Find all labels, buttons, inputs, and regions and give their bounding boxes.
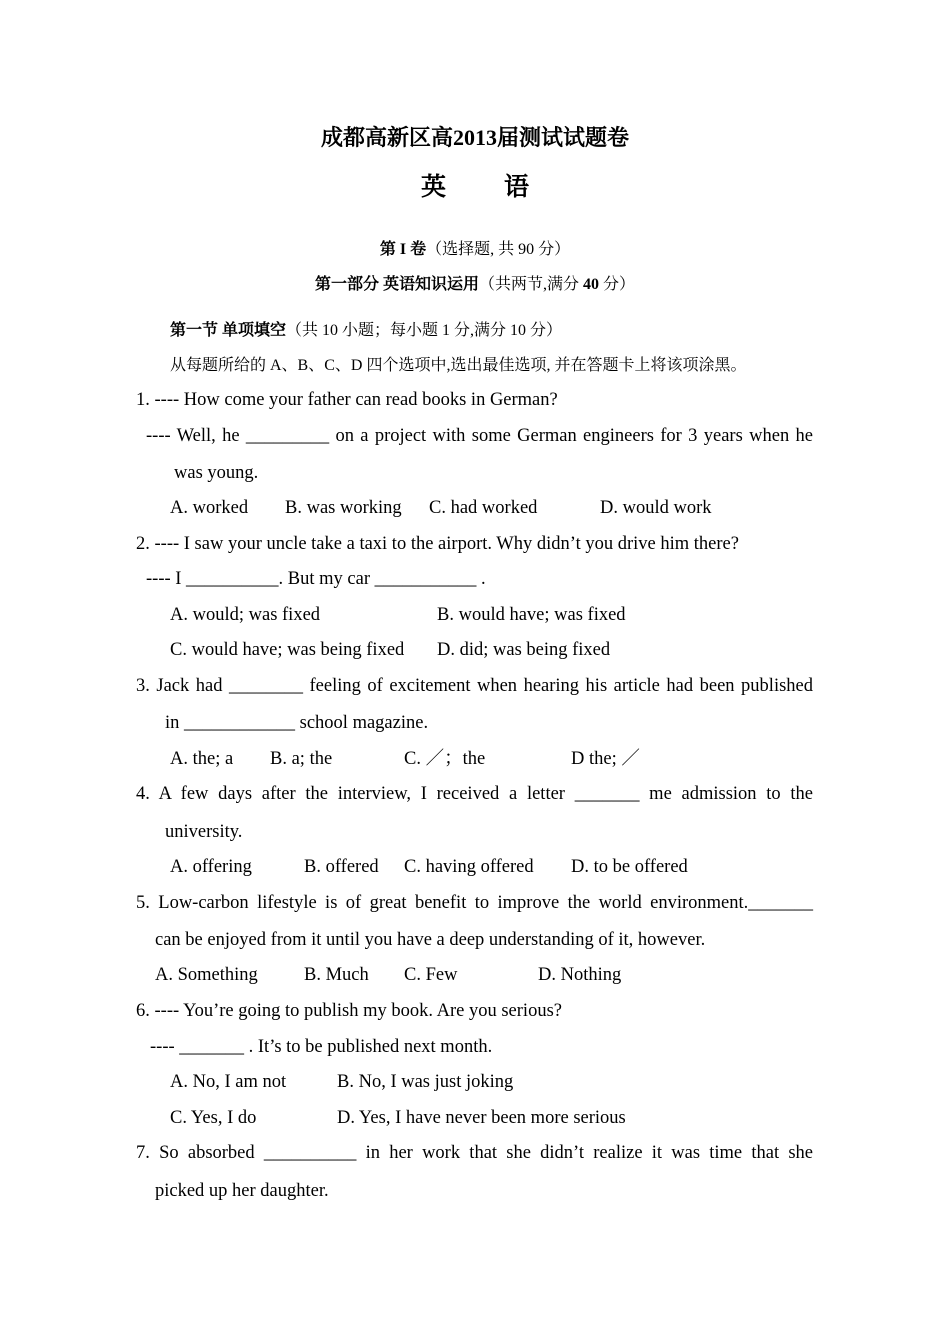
- q2-stem: 2. ---- I saw your uncle take a taxi to the airport. Why didn’t you drive him there?: [136, 534, 739, 554]
- part-heading: [0, 274, 950, 296]
- q1-line2: ---- Well, he _________ on a project with some German engineers for 3 years when he: [146, 426, 813, 446]
- q7-stem: 7. So absorbed __________ in her work that she didn’t realize it was time that she: [136, 1143, 813, 1163]
- q4-option-c: C. having offered: [404, 857, 534, 877]
- part-rest-b: 分）: [599, 276, 636, 293]
- q7-line2: picked up her daughter.: [155, 1181, 329, 1201]
- section-instruction: 从每题所给的 A、B、C、D 四个选项中,选出最佳选项, 并在答题卡上将该项涂黑。: [170, 357, 747, 374]
- q5-option-c: C. Few: [404, 965, 458, 985]
- q1-line3: was young.: [174, 463, 259, 483]
- volume-rest: （选择题, 共 90 分）: [426, 241, 571, 258]
- part-bold-b: 40: [583, 276, 599, 293]
- q4-option-a: A. offering: [170, 857, 252, 877]
- q4-option-b: B. offered: [304, 857, 379, 877]
- q6-line2: ---- _______ . It’s to be published next month.: [150, 1037, 493, 1057]
- volume-bold: 第 I 卷: [379, 241, 427, 258]
- q2-line2: ---- I __________. But my car ___________ .: [146, 569, 486, 589]
- subject-heading: [0, 173, 950, 203]
- q3-option-d: D the; ／: [571, 749, 640, 769]
- q4-line2: university.: [165, 822, 243, 842]
- section-heading: [170, 320, 562, 342]
- q6-option-a: A. No, I am not: [170, 1072, 287, 1092]
- q3-option-a: A. the; a: [170, 749, 234, 769]
- section-rest: （共 10 小题；每小题 1 分,满分 10 分）: [286, 322, 563, 339]
- q5-stem: 5. Low-carbon lifestyle is of great benefit to improve the world environment._______: [136, 893, 813, 913]
- q5-option-d: D. Nothing: [538, 965, 622, 985]
- q6-option-b: B. No, I was just joking: [337, 1072, 514, 1092]
- q5-option-a: A. Something: [155, 965, 258, 985]
- q1-stem: 1. ---- How come your father can read books in German?: [136, 390, 558, 410]
- q2-option-a: A. would; was fixed: [170, 605, 321, 625]
- q4-stem: 4. A few days after the interview, I received a letter _______ me admission to the: [136, 784, 813, 804]
- q5-line2: can be enjoyed from it until you have a deep understanding of it, however.: [155, 930, 706, 950]
- subject-char-1: 英: [420, 174, 446, 201]
- q5-option-b: B. Much: [304, 965, 369, 985]
- q2-option-d: D. did; was being fixed: [437, 640, 611, 660]
- q6-stem: 6. ---- You’re going to publish my book. Are you serious?: [136, 1001, 562, 1021]
- part-bold-a: 第一部分 英语知识运用: [314, 276, 479, 293]
- q3-stem: 3. Jack had ________ feeling of excitement when hearing his article had been published: [136, 676, 813, 696]
- q6-option-c: C. Yes, I do: [170, 1108, 257, 1128]
- q1-option-b: B. was working: [285, 498, 402, 518]
- q2-option-c: C. would have; was being fixed: [170, 640, 405, 660]
- q2-option-b: B. would have; was fixed: [437, 605, 626, 625]
- q1-option-d: D. would work: [600, 498, 712, 518]
- q3-option-c: C. ／；the: [404, 749, 486, 769]
- q1-option-c: C. had worked: [429, 498, 538, 518]
- part-rest-a: （共两节,满分: [478, 276, 583, 293]
- volume-heading: [0, 239, 950, 261]
- q3-option-b: B. a; the: [270, 749, 333, 769]
- q1-option-a: A. worked: [170, 498, 249, 518]
- exam-title: 成都高新区高2013届测试试题卷: [320, 125, 629, 150]
- q4-option-d: D. to be offered: [571, 857, 688, 877]
- q3-line2: in ____________ school magazine.: [165, 713, 429, 733]
- subject-char-2: 语: [504, 174, 530, 201]
- section-bold: 第一节 单项填空: [170, 322, 287, 339]
- q6-option-d: D. Yes, I have never been more serious: [337, 1108, 626, 1128]
